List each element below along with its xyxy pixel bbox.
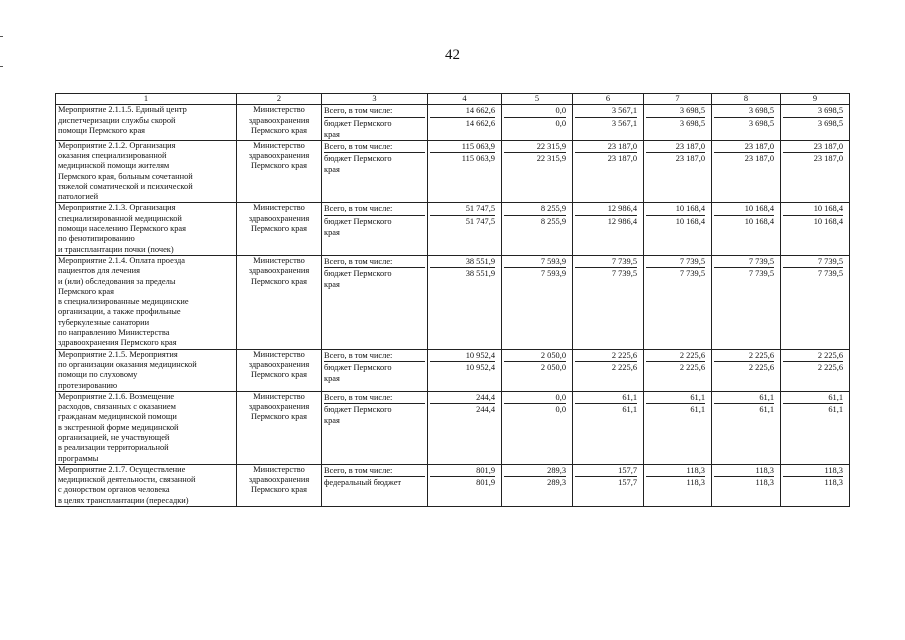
amount-budget: 0,0 [555, 405, 566, 415]
amount-total: 61,1 [783, 392, 843, 404]
amount-total: 23 187,0 [575, 141, 637, 153]
amount-budget: 289,3 [547, 478, 566, 488]
amount-total: 118,3 [783, 465, 843, 477]
amount-budget: 7 739,5 [679, 269, 705, 279]
funding-source-budget: бюджет Пермского края [324, 363, 392, 384]
funding-source-total: Всего, в том числе: [324, 256, 425, 268]
amount-budget: 61,1 [828, 405, 843, 415]
amount-cell [502, 391, 573, 464]
executor: Министерство здравоохранения Пермского края [237, 349, 322, 391]
amount-total: 10 168,4 [783, 203, 843, 215]
funding-source-cell [322, 464, 428, 506]
amount-budget: 10 168,4 [744, 216, 774, 226]
table-row [56, 140, 850, 203]
amount-cell [428, 105, 502, 140]
column-number: 8 [712, 94, 781, 105]
measure-name: Мероприятие 2.1.7. Осуществление медицинской деятельности, связанной с донорством органов человека в целях трансплантации (пересадки) [56, 464, 237, 506]
amount-cell [712, 140, 781, 203]
scan-edge-mark [0, 66, 3, 67]
amount-total: 2 225,6 [646, 350, 705, 362]
amount-cell [712, 391, 781, 464]
amount-cell [502, 140, 573, 203]
amount-total: 38 551,9 [430, 256, 495, 268]
funding-source-cell [322, 255, 428, 349]
amount-cell [428, 349, 502, 391]
funding-source-total: Всего, в том числе: [324, 105, 425, 117]
amount-cell [644, 140, 712, 203]
table-row [56, 203, 850, 255]
amount-cell [781, 391, 850, 464]
amount-budget: 118,3 [824, 478, 843, 488]
amount-budget: 244,4 [476, 405, 495, 415]
funding-source-total: Всего, в том числе: [324, 350, 425, 362]
executor: Министерство здравоохранения Пермского края [237, 105, 322, 140]
executor: Министерство здравоохранения Пермского края [237, 203, 322, 255]
amount-cell [644, 203, 712, 255]
amount-total: 14 662,6 [430, 105, 495, 117]
column-number: 2 [237, 94, 322, 105]
amount-cell [712, 105, 781, 140]
amount-total: 118,3 [646, 465, 705, 477]
amount-budget: 38 551,9 [465, 269, 495, 279]
amount-cell [573, 255, 644, 349]
column-number: 7 [644, 94, 712, 105]
executor: Министерство здравоохранения Пермского края [237, 464, 322, 506]
amount-total: 23 187,0 [646, 141, 705, 153]
amount-cell [502, 349, 573, 391]
amount-total: 7 739,5 [646, 256, 705, 268]
amount-budget: 22 315,9 [536, 154, 566, 164]
amount-total: 2 050,0 [504, 350, 566, 362]
amount-budget: 23 187,0 [675, 154, 705, 164]
measure-name: Мероприятие 2.1.3. Организация специализированной медицинской помощи населению Пермского края по фенотипированию и трансплантации почки (почек) [56, 203, 237, 255]
amount-budget: 2 225,6 [611, 363, 637, 373]
amount-cell [428, 140, 502, 203]
executor: Министерство здравоохранения Пермского края [237, 140, 322, 203]
measure-name: Мероприятие 2.1.5. Мероприятия по организации оказания медицинской помощи по слуховому протезированию [56, 349, 237, 391]
column-number: 4 [428, 94, 502, 105]
amount-budget: 118,3 [686, 478, 705, 488]
amount-cell [428, 255, 502, 349]
amount-budget: 118,3 [755, 478, 774, 488]
amount-total: 157,7 [575, 465, 637, 477]
amount-cell [781, 255, 850, 349]
amount-budget: 7 739,5 [611, 269, 637, 279]
amount-total: 0,0 [504, 105, 566, 117]
funding-source-budget: федеральный бюджет [324, 478, 402, 488]
amount-budget: 10 168,4 [813, 216, 843, 226]
amount-budget: 10 168,4 [675, 216, 705, 226]
amount-total: 10 168,4 [646, 203, 705, 215]
amount-cell [573, 391, 644, 464]
amount-cell [712, 255, 781, 349]
amount-total: 3 698,5 [646, 105, 705, 117]
table-header-row [56, 94, 850, 105]
funding-source-cell [322, 105, 428, 140]
amount-budget: 7 593,9 [540, 269, 566, 279]
executor: Министерство здравоохранения Пермского края [237, 255, 322, 349]
amount-budget: 0,0 [555, 118, 566, 128]
amount-total: 61,1 [575, 392, 637, 404]
amount-cell [502, 105, 573, 140]
amount-cell [644, 464, 712, 506]
amount-budget: 3 698,5 [817, 118, 843, 128]
amount-cell [781, 105, 850, 140]
funding-source-cell [322, 391, 428, 464]
amount-cell [428, 203, 502, 255]
amount-cell [644, 105, 712, 140]
funding-source-total: Всего, в том числе: [324, 392, 425, 404]
amount-total: 51 747,5 [430, 203, 495, 215]
column-number: 9 [781, 94, 850, 105]
funding-source-budget: бюджет Пермского края [324, 216, 392, 237]
table-row [56, 105, 850, 140]
funding-source-total: Всего, в том числе: [324, 203, 425, 215]
amount-budget: 7 739,5 [748, 269, 774, 279]
amount-budget: 61,1 [759, 405, 774, 415]
amount-total: 22 315,9 [504, 141, 566, 153]
table-row [56, 349, 850, 391]
amount-cell [781, 140, 850, 203]
amount-total: 3 698,5 [714, 105, 774, 117]
amount-total: 23 187,0 [783, 141, 843, 153]
amount-budget: 7 739,5 [817, 269, 843, 279]
column-number: 6 [573, 94, 644, 105]
amount-total: 10 952,4 [430, 350, 495, 362]
amount-budget: 10 952,4 [465, 363, 495, 373]
amount-total: 2 225,6 [783, 350, 843, 362]
amount-total: 10 168,4 [714, 203, 774, 215]
page-number: 42 [445, 47, 460, 63]
amount-total: 7 593,9 [504, 256, 566, 268]
amount-total: 7 739,5 [783, 256, 843, 268]
table-row [56, 464, 850, 506]
measure-name: Мероприятие 2.1.4. Оплата проезда пациентов для лечения и (или) обследования за пределы Пермского края в специализированные медицинские организации, а также профильные туберкулезные санатории по направлению Министерства здравоохранения Пермского края [56, 255, 237, 349]
amount-total: 12 986,4 [575, 203, 637, 215]
amount-total: 2 225,6 [575, 350, 637, 362]
amount-total: 801,9 [430, 465, 495, 477]
amount-budget: 2 225,6 [679, 363, 705, 373]
amount-budget: 61,1 [622, 405, 637, 415]
amount-budget: 2 050,0 [540, 363, 566, 373]
amount-total: 61,1 [646, 392, 705, 404]
amount-total: 118,3 [714, 465, 774, 477]
amount-cell [573, 203, 644, 255]
amount-budget: 2 225,6 [748, 363, 774, 373]
funding-source-total: Всего, в том числе: [324, 141, 425, 153]
amount-budget: 14 662,6 [465, 118, 495, 128]
amount-cell [502, 464, 573, 506]
amount-budget: 801,9 [476, 478, 495, 488]
budget-table [55, 93, 850, 507]
funding-source-budget: бюджет Пермского края [324, 118, 392, 139]
amount-budget: 23 187,0 [607, 154, 637, 164]
amount-cell [573, 464, 644, 506]
amount-budget: 61,1 [690, 405, 705, 415]
funding-source-budget: бюджет Пермского края [324, 405, 392, 426]
amount-budget: 3 698,5 [679, 118, 705, 128]
measure-name: Мероприятие 2.1.2. Организация оказания специализированной медицинской помощи жителям Пермского края, больным сочетанной тяжелой соматической и психической патологией [56, 140, 237, 203]
amount-total: 8 255,9 [504, 203, 566, 215]
amount-budget: 12 986,4 [607, 216, 637, 226]
amount-cell [573, 105, 644, 140]
amount-cell [428, 391, 502, 464]
table-row [56, 391, 850, 464]
amount-total: 23 187,0 [714, 141, 774, 153]
amount-cell [644, 349, 712, 391]
table-row [56, 255, 850, 349]
amount-total: 289,3 [504, 465, 566, 477]
amount-cell [781, 464, 850, 506]
amount-cell [644, 391, 712, 464]
amount-cell [428, 464, 502, 506]
amount-budget: 3 567,1 [611, 118, 637, 128]
amount-cell [573, 349, 644, 391]
amount-budget: 51 747,5 [465, 216, 495, 226]
funding-source-budget: бюджет Пермского края [324, 269, 392, 290]
amount-budget: 115 063,9 [461, 154, 495, 164]
amount-total: 0,0 [504, 392, 566, 404]
measure-name: Мероприятие 2.1.1.5. Единый центр диспетчеризации службы скорой помощи Пермского края [56, 105, 237, 140]
amount-total: 115 063,9 [430, 141, 495, 153]
column-number: 1 [56, 94, 237, 105]
amount-cell [644, 255, 712, 349]
amount-budget: 8 255,9 [540, 216, 566, 226]
amount-total: 7 739,5 [575, 256, 637, 268]
amount-total: 3 698,5 [783, 105, 843, 117]
amount-budget: 3 698,5 [748, 118, 774, 128]
amount-cell [712, 349, 781, 391]
amount-cell [573, 140, 644, 203]
measure-name: Мероприятие 2.1.6. Возмещение расходов, связанных с оказанием гражданам медицинской помощи в экстренной форме медицинской организацией, не участвующей в реализации территориальной программы [56, 391, 237, 464]
column-number: 5 [502, 94, 573, 105]
amount-total: 244,4 [430, 392, 495, 404]
amount-cell [712, 203, 781, 255]
amount-total: 2 225,6 [714, 350, 774, 362]
amount-total: 7 739,5 [714, 256, 774, 268]
amount-cell [781, 203, 850, 255]
amount-budget: 23 187,0 [813, 154, 843, 164]
amount-cell [712, 464, 781, 506]
column-number: 3 [322, 94, 428, 105]
amount-budget: 23 187,0 [744, 154, 774, 164]
amount-cell [502, 255, 573, 349]
amount-budget: 2 225,6 [817, 363, 843, 373]
funding-source-cell [322, 203, 428, 255]
executor: Министерство здравоохранения Пермского края [237, 391, 322, 464]
amount-budget: 157,7 [618, 478, 637, 488]
funding-source-budget: бюджет Пермского края [324, 154, 392, 175]
funding-source-total: Всего, в том числе: [324, 465, 425, 477]
amount-cell [781, 349, 850, 391]
scan-edge-mark [0, 36, 3, 37]
amount-total: 61,1 [714, 392, 774, 404]
funding-source-cell [322, 349, 428, 391]
amount-total: 3 567,1 [575, 105, 637, 117]
funding-source-cell [322, 140, 428, 203]
amount-cell [502, 203, 573, 255]
